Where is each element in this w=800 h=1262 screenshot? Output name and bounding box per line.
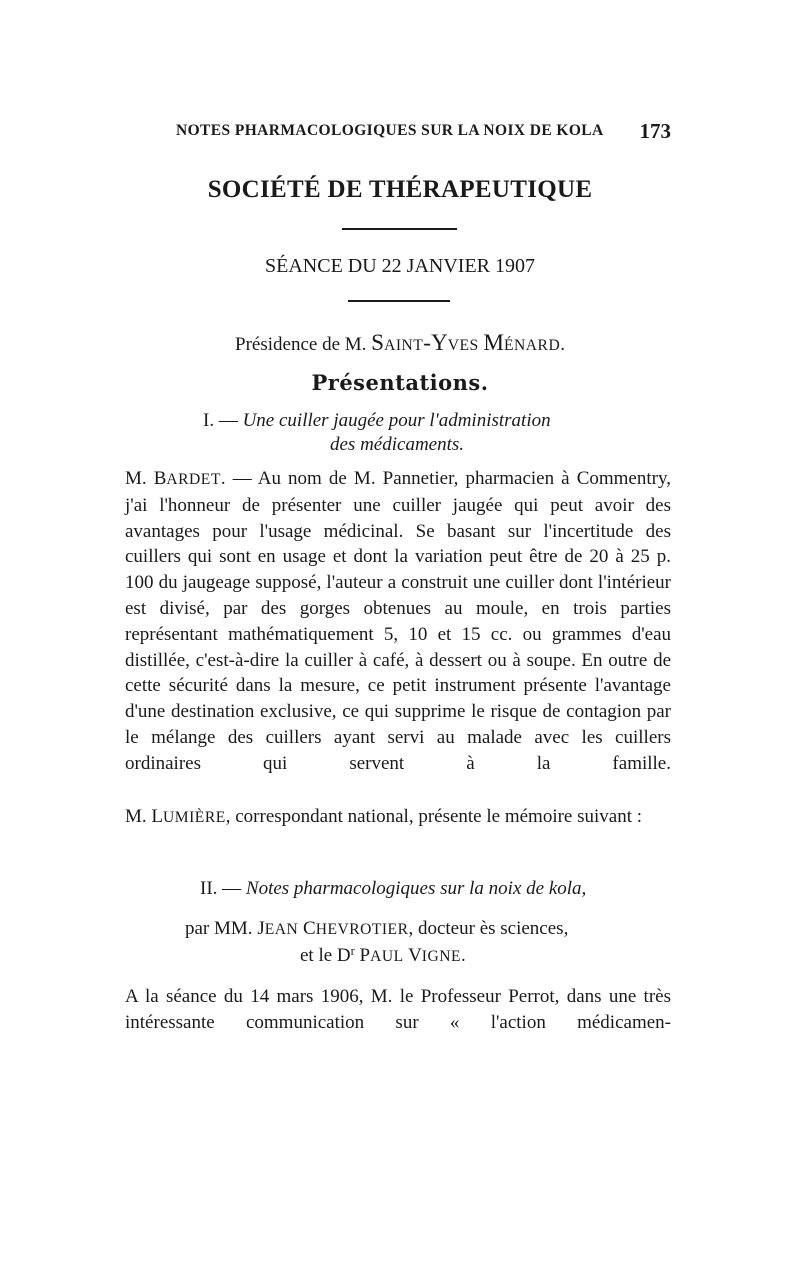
authors-line2-suffix: .: [461, 945, 466, 967]
item-2-title: Notes pharmacologiques sur la noix de kola,: [245, 878, 587, 899]
page-number: 173: [639, 119, 671, 143]
author-2-firstname: AUL: [370, 948, 404, 966]
page-header: [176, 119, 671, 143]
running-head: NOTES PHARMACOLOGIQUES SUR LA NOIX DE KOLA: [176, 122, 604, 139]
president-name-aint: AINT: [384, 337, 424, 354]
president-name-initial-y: -Y: [423, 330, 448, 356]
president-name-enard: ÉNARD: [504, 337, 561, 354]
item-1-title-line1: Une cuiller jaugée pour l'administration: [242, 410, 551, 431]
paragraph-lumiere: [125, 804, 671, 831]
society-title: SOCIÉTÉ DE THÉRAPEUTIQUE: [207, 176, 593, 203]
item-1-title-line2: des médicaments.: [330, 434, 465, 455]
speaker-initial: L: [151, 806, 164, 827]
item-1-heading: [203, 410, 551, 432]
item-2-heading: [200, 878, 586, 900]
presidence-prefix: Présidence de M.: [235, 334, 367, 355]
session-divider: [348, 300, 450, 302]
authors-line2-prefix: et le D: [300, 945, 351, 967]
paragraph-text: , correspondant national, présente le mémoire suivant :: [225, 806, 643, 827]
speaker-name: ARDET: [166, 471, 221, 488]
title-divider: [342, 228, 457, 230]
author-1-initial: J: [257, 918, 265, 939]
presidence-line: [0, 330, 800, 357]
author-1-surname: HEVROTIER: [315, 921, 409, 938]
authors-prefix: par MM.: [185, 918, 258, 939]
author-1-title: , docteur ès sciences,: [408, 918, 569, 939]
author-1-firstname: EAN: [264, 921, 299, 938]
authors-line-1: [185, 918, 568, 940]
presidence-suffix: .: [560, 334, 565, 355]
author-2-surname-initial: V: [408, 945, 422, 967]
paragraph-bardet: [125, 466, 671, 777]
author-2-initial: P: [359, 945, 371, 967]
section-heading: Présentations.: [311, 370, 489, 395]
president-name-initial-s: S: [371, 330, 385, 356]
author-2-surname: IGNE: [421, 948, 462, 966]
item-2-number: II. —: [200, 878, 246, 899]
president-name-ves: VES: [447, 337, 479, 354]
paragraph-perrot: A la séance du 14 mars 1906, M. le Professeur Perrot, dans une très intéressante communication sur « l'action médicamen-: [125, 986, 671, 1033]
president-name-initial-m: M: [483, 330, 505, 356]
item-1-number: I. —: [203, 410, 243, 431]
session-date: SÉANCE DU 22 JANVIER 1907: [265, 255, 535, 277]
paragraph-text: . — Au nom de M. Pannetier, pharmacien à Commentry, j'ai l'honneur de présenter une cuiller jaugée qui peut avoir des avantages pour l'usage médicinal. Se basant sur l'incertitude des cuillers qui sont en usage et dont la variation peut être de 20 à 25 p. 100 du jaugeage supposé, l'auteur a construit une cuiller dont l'intérieur est divisé, par des gorges obtenues au moule, en trois parties représentant mathématiquement 5, 10 et 15 cc. ou grammes d'eau distillée, c'est-à-dire la cuiller à café, à dessert ou à soupe. En outre de cette sécurité dans la mesure, ce petit instrument présente l'avantage d'une destination exclusive, ce qui supprime le risque de contagion par le mélange des cuillers ayant servi au malade avec les cuillers ordinaires qui servent à la famille.: [125, 468, 671, 774]
author-1-surname-initial: C: [303, 918, 316, 939]
speaker-initial: B: [153, 468, 167, 489]
authors-line-2: [300, 944, 466, 967]
speaker-prefix: M.: [125, 468, 154, 489]
speaker-name: UMIÈRE: [163, 809, 226, 826]
doctor-superscript: r: [350, 944, 355, 958]
speaker-prefix: M.: [125, 806, 152, 827]
